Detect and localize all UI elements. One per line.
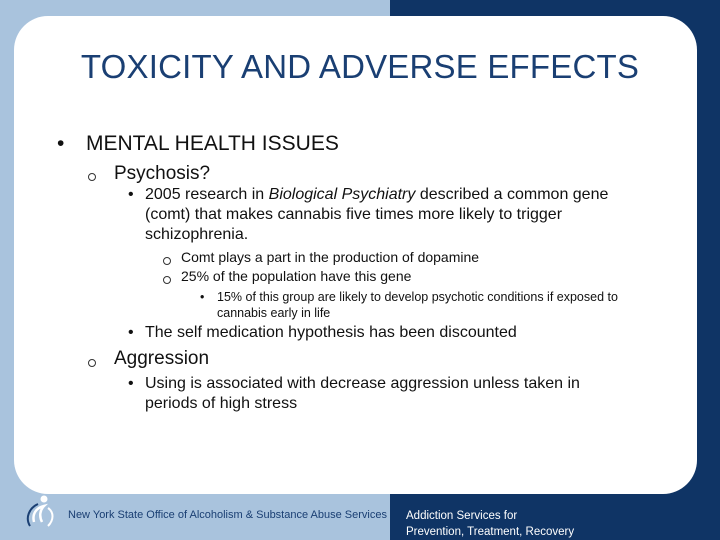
bullet-dot: • (128, 375, 134, 392)
bullet-25-percent: 25% of the population have this gene (181, 268, 412, 284)
fifteen-percent-line-2: cannabis early in life (217, 306, 331, 320)
aggression-line-1: Using is associated with decrease aggression unless taken in (145, 375, 580, 392)
bullet-dot: • (128, 324, 134, 341)
research-line-2: (comt) that makes cannabis five times more likely to trigger (145, 206, 563, 223)
journal-name: Biological Psychiatry (268, 186, 416, 203)
bullet-comt: Comt plays a part in the production of dopamine (181, 249, 480, 265)
research-line-3: schizophrenia. (145, 226, 249, 243)
hollow-bullet (163, 257, 171, 265)
footer-tagline (406, 508, 574, 540)
bullet-mental-health: MENTAL HEALTH ISSUES (86, 132, 339, 155)
bullet-dot: • (200, 290, 205, 304)
bullet-aggression: Aggression (114, 348, 210, 369)
footer-tagline-line-2: Prevention, Treatment, Recovery (406, 526, 575, 538)
hollow-bullet (88, 173, 96, 181)
bullet-self-medication: The self medication hypothesis has been discounted (145, 324, 517, 341)
fifteen-percent-line-1: 15% of this group are likely to develop psychotic conditions if exposed to (217, 290, 618, 304)
bullet-dot: • (128, 186, 134, 203)
footer-org-name: New York State Office of Alcoholism & Substance Abuse Services (68, 509, 387, 521)
oasas-logo-icon (22, 492, 62, 532)
aggression-line-2: periods of high stress (145, 395, 298, 412)
research-line-1 (145, 186, 608, 204)
hollow-bullet (163, 276, 171, 284)
bullet-psychosis: Psychosis? (114, 163, 211, 184)
research-prefix: 2005 research in (145, 186, 269, 203)
bullet-dot: • (57, 132, 65, 155)
research-suffix: described a common gene (415, 186, 609, 203)
hollow-bullet (88, 359, 96, 367)
slide-title: TOXICITY AND ADVERSE EFFECTS (80, 48, 640, 85)
footer-tagline-line-1: Addiction Services for (406, 510, 518, 522)
